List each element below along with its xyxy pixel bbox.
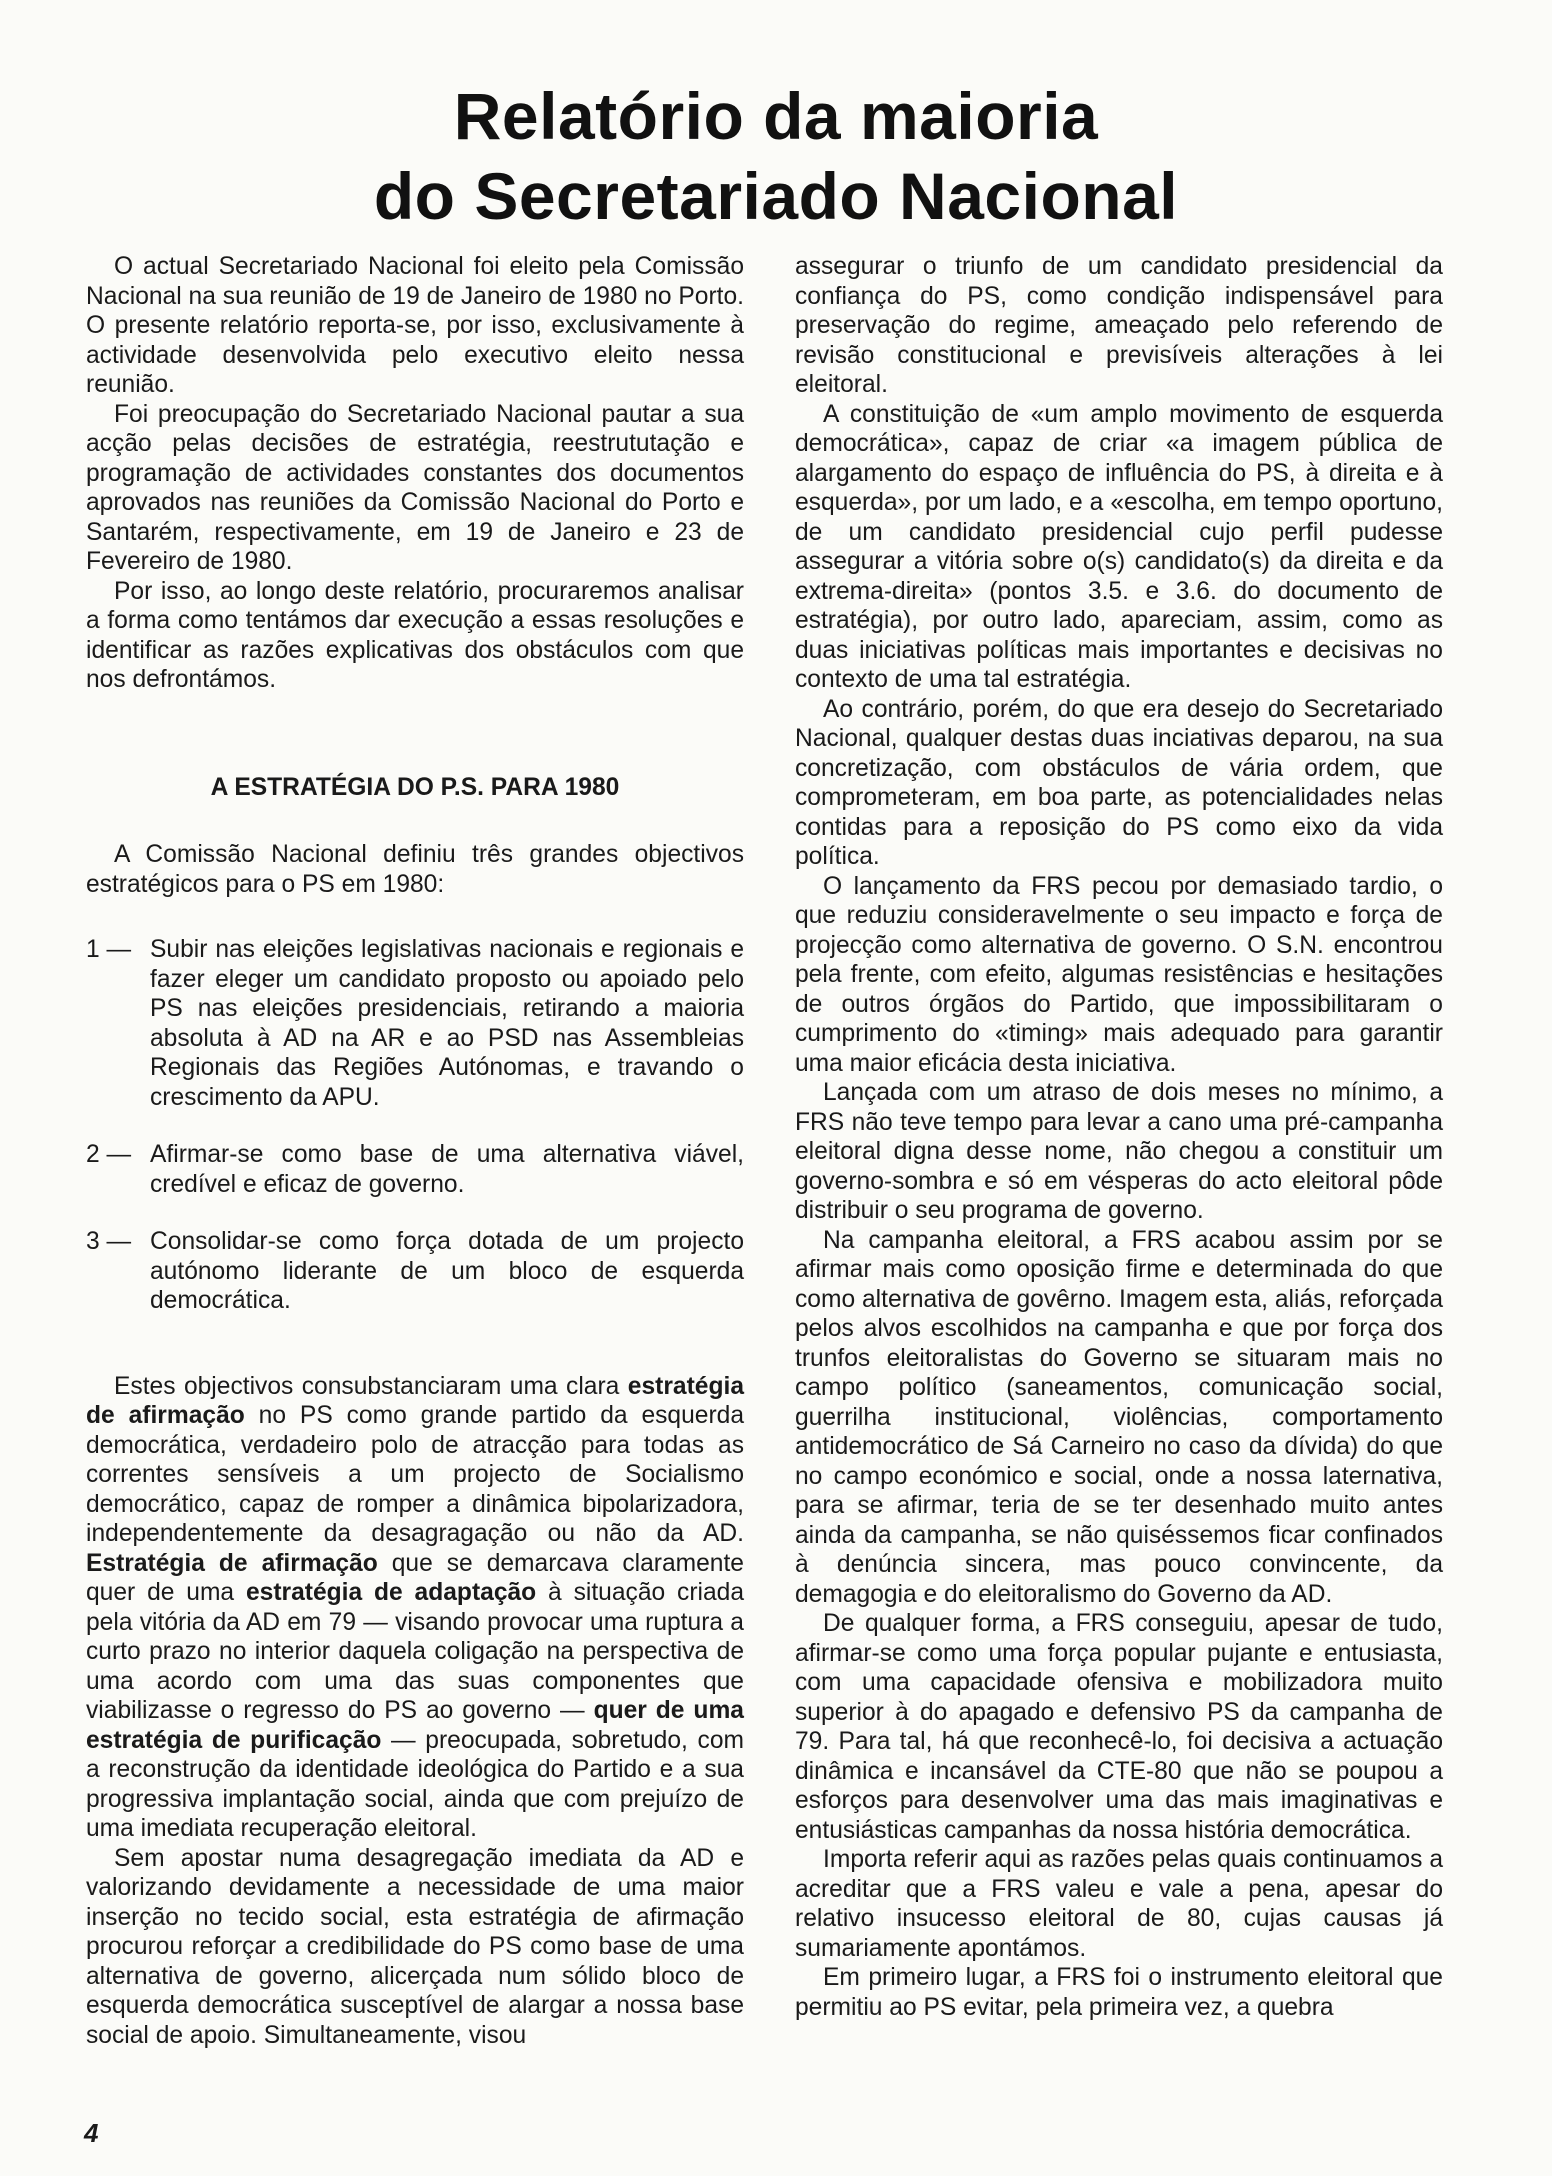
text-run: no PS como grande partido da esquerda democrática, verdadeiro polo de atracção para todas as correntes sensíveis a um projecto de Socialismo democrático, capaz de romper a dinâmica bipolarizadora, independentemente da desagragação ou não da AD. — [86, 1402, 745, 1547]
paragraph: O actual Secretariado Nacional foi eleito pela Comissão Nacional na sua reunião de 19 de Janeiro de 1980 no Porto. O presente relatório reporta-se, por isso, exclusivamente à actividade desenvolvida pelo executivo eleito nessa reunião. — [86, 253, 744, 398]
text-run: — preocupada, sobretudo, com a reconstrução da identidade ideológica do Partido e a sua progressiva implantação social, ainda que com prejuízo de uma imediata recuperação eleitoral. — [86, 1726, 744, 1842]
list-item — [86, 1227, 744, 1316]
objectives-list — [86, 935, 744, 1316]
objective-text: Afirmar-se como base de uma alternativa viável, credível e eficaz de governo. — [150, 1141, 744, 1198]
objective-number: 1 — — [86, 936, 132, 963]
emphasis: Estratégia de afirmação — [86, 1549, 378, 1577]
text-run: Estes objectivos consubstanciaram uma clara — [114, 1372, 628, 1400]
paragraph: Ao contrário, porém, do que era desejo do Secretariado Nacional, qualquer destas duas inciativas deparou, na sua concretização, com obstáculos de vária ordem, que comprometeram, em boa parte, as potencialidades nelas contidas para a reposição do PS como eixo da vida política. — [795, 695, 1443, 870]
paragraph — [86, 1372, 744, 1844]
paragraph: Foi preocupação do Secretariado Nacional pautar a sua acção pelas decisões de estratégia, reestrututação e programação de actividades constantes dos documentos aprovados nas reuniões da Comissão Nacional do Porto e Santarém, respectivamente, em 19 de Janeiro e 23 de Fevereiro de 1980. — [86, 400, 744, 575]
paragraph: Em primeiro lugar, a FRS foi o instrumento eleitoral que permitiu ao PS evitar, pela primeira vez, a quebra — [795, 1964, 1443, 2021]
emphasis: estratégia de afirmação — [86, 1372, 744, 1429]
paragraph: O lançamento da FRS pecou por demasiado tardio, o que reduziu consideravelmente o seu impacto e força de projecção como alternativa de governo. O S.N. encontrou pela frente, com efeito, algumas resistências e hesitações de outros órgãos do Partido, que impossibilitaram o cumprimento do «timing» mais adequado para garantir uma maior eficácia desta iniciativa. — [795, 872, 1443, 1077]
list-item — [86, 1140, 744, 1199]
page-title — [0, 76, 1552, 236]
list-item — [86, 935, 744, 1112]
emphasis: quer de uma estratégia de purificação — [86, 1697, 744, 1754]
page-number: 4 — [84, 2118, 99, 2148]
title-line-2: do Secretariado Nacional — [373, 159, 1179, 233]
section-heading: A ESTRATÉGIA DO P.S. PARA 1980 — [210, 773, 620, 801]
text-run: que se demarcava claramente quer de uma — [86, 1549, 744, 1606]
left-column — [86, 252, 744, 2050]
paragraph: assegurar o triunfo de um candidato presidencial da confiança do PS, como condição indispensável para preservação do regime, ameaçado pelo referendo de revisão constitucional e previsíveis alterações à lei eleitoral. — [795, 253, 1443, 398]
paragraph: Lançada com um atraso de dois meses no mínimo, a FRS não teve tempo para levar a cano uma pré-campanha eleitoral digna desse nome, não chegou a constituir um governo-sombra e só em vésperas do acto eleitoral pôde distribuir o seu programa de governo. — [795, 1079, 1443, 1224]
paragraph: Sem apostar numa desagregação imediata da AD e valorizando devidamente a necessidade de uma maior inserção no tecido social, esta estratégia de afirmação procurou reforçar a credibilidade do PS como base de uma alternativa de governo, alicerçada num sólido bloco de esquerda democrática susceptível de alargar a nossa base social de apoio. Simultaneamente, visou — [86, 1844, 744, 2049]
paragraph: A constituição de «um amplo movimento de esquerda democrática», capaz de criar «a imagem pública de alargamento do espaço de influência do PS, à direita e à esquerda», por um lado, e a «escolha, em tempo oportuno, de um candidato presidencial cujo perfil pudesse assegurar a vitória sobre o(s) candidato(s) da direita e da extrema-direita» (pontos 3.5. e 3.6. do documento de estratégia), por outro lado, apareciam, assim, como as duas iniciativas políticas mais importantes e decisivas no contexto de uma tal estratégia. — [795, 400, 1443, 693]
right-column — [795, 252, 1443, 2022]
paragraph: Na campanha eleitoral, a FRS acabou assim por se afirmar mais como oposição firme e determinada do que como alternativa de govêrno. Imagem esta, aliás, reforçada pelos alvos escolhidos na campanha e que por força dos trunfos eleitoralistas do Governo se situaram mais no campo político (saneamentos, comunicação social, guerrilha institucional, violências, comportamento antidemocrático de Sá Carneiro no caso da dívida) do que no campo económico e social, onde a nossa laternativa, para se afirmar, teria de se ter desenhado muito antes ainda da campanha, se não quiséssemos ficar confinados à denúncia sincera, mas pouco convincente, da demagogia e do eleitoralismo do Governo da AD. — [795, 1226, 1443, 1608]
objective-number: 2 — — [86, 1141, 132, 1168]
paragraph: Importa referir aqui as razões pelas quais continuamos a acreditar que a FRS valeu e vale a pena, apesar do relativo insucesso eleitoral de 80, cujas causas já sumariamente apontámos. — [795, 1846, 1443, 1962]
paragraph: De qualquer forma, a FRS conseguiu, apesar de tudo, afirmar-se como uma força popular pujante e entusiasta, com uma capacidade ofensiva e mobilizadora muito superior à do apagado e defensivo PS da campanha de 79. Para tal, há que reconhecê-lo, foi decisiva a actuação dinâmica e incansável da CTE-80 que não se poupou a esforços para desenvolver uma das mais imaginativas e entusiásticas campanhas da nossa história democrática. — [795, 1610, 1443, 1844]
emphasis: estratégia de adaptação — [245, 1579, 537, 1606]
title-line-1: Relatório da maioria — [453, 79, 1099, 153]
paragraph: Por isso, ao longo deste relatório, procuraremos analisar a forma como tentámos dar execução a essas resoluções e identificar as razões explicativas dos obstáculos com que nos defrontámos. — [86, 577, 744, 693]
objective-number: 3 — — [86, 1228, 132, 1255]
paragraph: A Comissão Nacional definiu três grandes objectivos estratégicos para o PS em 1980: — [86, 841, 744, 898]
objective-text: Consolidar-se como força dotada de um projecto autónomo liderante de um bloco de esquerda democrática. — [150, 1228, 744, 1314]
objective-text: Subir nas eleições legislativas nacionais e regionais e fazer eleger um candidato proposto ou apoiado pelo PS nas eleições presidenciais, retirando a maioria absoluta à AD na AR e ao PSD nas Assembleias Regionais das Regiões Autónomas, e travando o crescimento da APU. — [150, 936, 744, 1111]
text-run: à situação criada pela vitória da AD em 79 — visando provocar uma ruptura a curto prazo no interior daquela coligação na perspectiva de uma acordo com uma das suas componentes que viabilizasse o regresso do PS ao governo — — [86, 1579, 745, 1724]
